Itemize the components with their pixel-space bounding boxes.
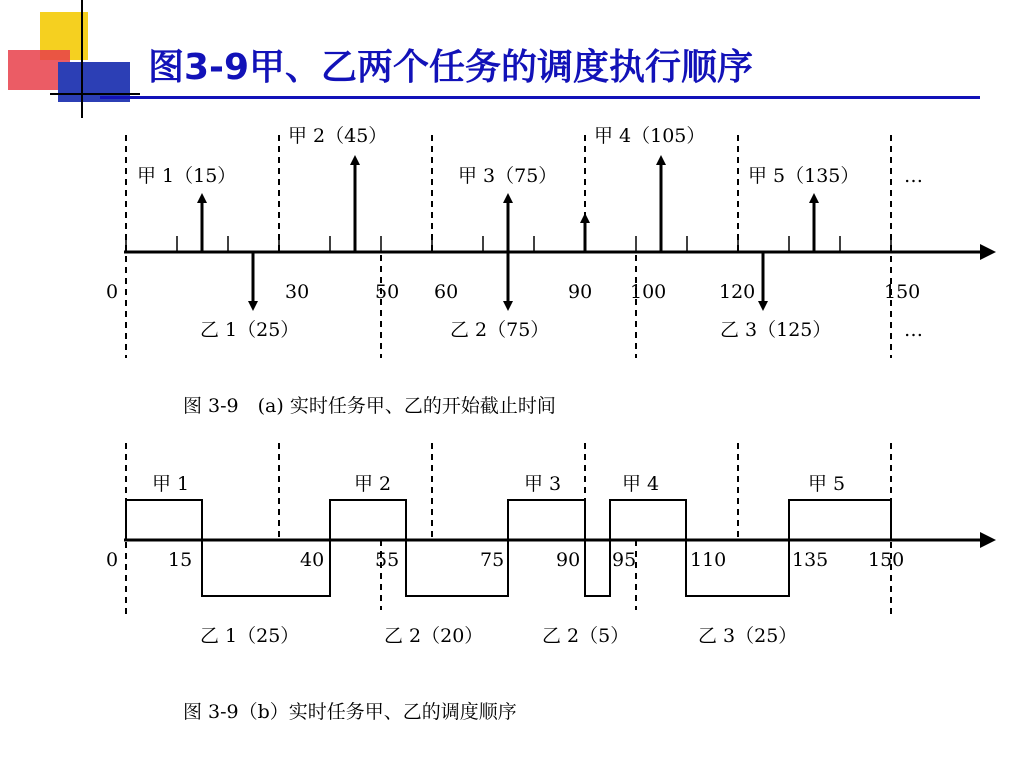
time-axis-b-arrowhead (980, 532, 996, 548)
jia-deadline-label-5: 甲 5（135） (748, 165, 860, 187)
axis-a-label-100: 100 (630, 281, 667, 303)
yi-deadline-label-2: 乙 2（75） (450, 319, 550, 341)
axis-a-label-60: 60 (434, 281, 459, 303)
yi-exec-label-3: 乙 2（5） (542, 625, 630, 647)
axis-b-label-135: 135 (792, 549, 829, 571)
jia-exec-5 (789, 500, 891, 540)
jia-exec-label-4: 甲 4 (622, 473, 660, 495)
caption-a: 图 3-9 (a) 实时任务甲、乙的开始截止时间 (183, 395, 556, 417)
yi-exec-label-4: 乙 3（25） (698, 625, 798, 647)
slide-title: 图3-9甲、乙两个任务的调度执行顺序 (148, 47, 754, 88)
yi-exec-label-1: 乙 1（25） (200, 625, 300, 647)
axis-b-label-95: 95 (612, 549, 637, 571)
jia-exec-label-1: 甲 1 (152, 473, 190, 495)
axis-a-label-90: 90 (568, 281, 593, 303)
axis-b-label-0: 0 (106, 549, 119, 571)
diagram-b (106, 443, 996, 723)
yi-exec-2b (585, 540, 610, 596)
jia-ellipsis: … (904, 165, 923, 187)
axis-b-label-40: 40 (300, 549, 325, 571)
axis-a-label-30: 30 (285, 281, 310, 303)
yi-deadline-label-3: 乙 3（125） (720, 319, 832, 341)
time-axis-a-arrowhead (980, 244, 996, 260)
axis-b-label-90: 90 (556, 549, 581, 571)
yi-deadline-label-1: 乙 1（25） (200, 319, 300, 341)
axis-a-label-150: 150 (884, 281, 921, 303)
jia-exec-1 (126, 500, 202, 540)
jia-deadline-label-4: 甲 4（105） (594, 125, 706, 147)
jia-deadline-label-2: 甲 2（45） (288, 125, 388, 147)
jia-deadline-label-3: 甲 3（75） (458, 165, 558, 187)
axis-b-label-150: 150 (868, 549, 905, 571)
axis-b-label-75: 75 (480, 549, 505, 571)
jia-exec-label-5: 甲 5 (808, 473, 846, 495)
yi-exec-label-2: 乙 2（20） (384, 625, 484, 647)
jia-exec-label-3: 甲 3 (524, 473, 562, 495)
axis-b-label-110: 110 (690, 549, 727, 571)
yi-ellipsis: … (904, 319, 923, 341)
caption-b: 图 3-9（b）实时任务甲、乙的调度顺序 (183, 701, 517, 723)
axis-a-label-50: 50 (375, 281, 400, 303)
axis-a-label-120: 120 (719, 281, 756, 303)
jia-exec-4 (610, 500, 686, 540)
jia-exec-2 (330, 500, 406, 540)
axis-a-label-0: 0 (106, 281, 119, 303)
axis-b-label-15: 15 (168, 549, 193, 571)
diagram-a (106, 125, 996, 417)
axis-b-label-55: 55 (375, 549, 400, 571)
jia-exec-blocks (126, 500, 891, 540)
jia-deadline-label-1: 甲 1（15） (137, 165, 237, 187)
jia-exec-label-2: 甲 2 (354, 473, 392, 495)
jia-exec-3 (508, 500, 585, 540)
